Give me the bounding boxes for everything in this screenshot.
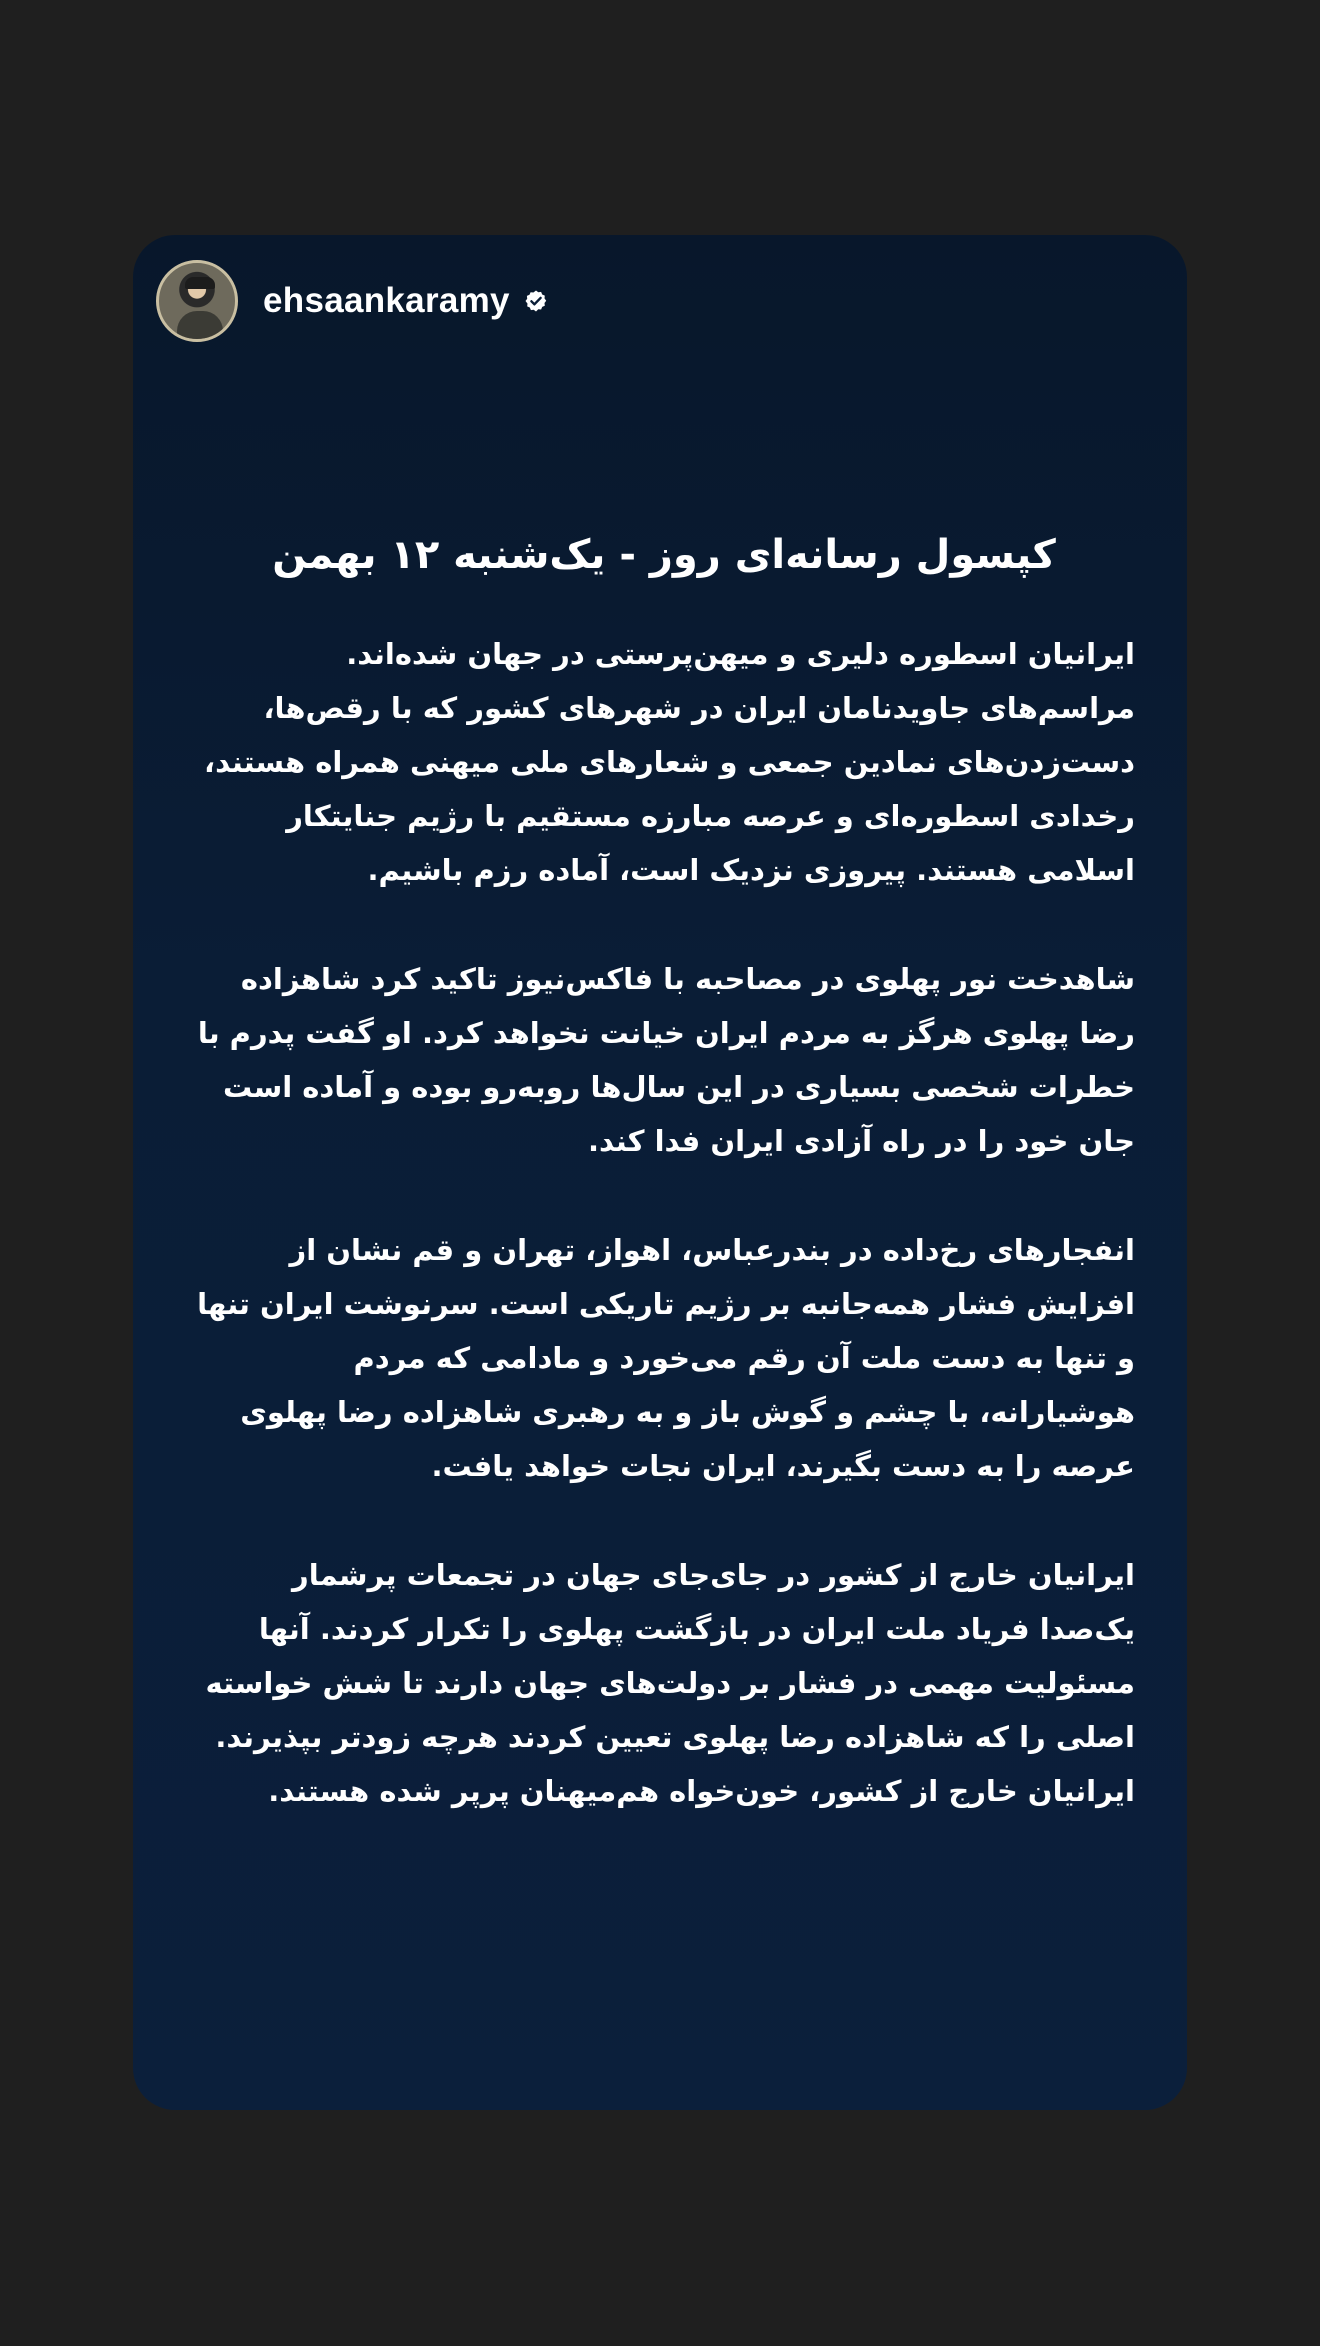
story-title: کپسول رسانه‌ای روز - یک‌شنبه ۱۲ بهمن bbox=[272, 532, 1056, 578]
story-header bbox=[156, 259, 548, 343]
story-paragraph-1: ایرانیان اسطوره دلیری و میهن‌پرستی در جهان شده‌اند. مراسم‌های جاویدنامان ایران در شهرهای کشور که با رقص‌ها، دست‌زدن‌های نمادین جمعی و شعارهای ملی میهنی همراه هستند، رخدادی اسطوره‌ای و عرصه مبارزه مستقیم با رژیم جنایتکار اسلامی هستند. پیروزی نزدیک است، آماده رزم باشیم. bbox=[204, 637, 1135, 887]
story-content bbox=[193, 525, 1135, 1873]
story-card[interactable] bbox=[133, 235, 1187, 2110]
story-paragraph-3: انفجارهای رخ‌داده در بندرعباس، اهواز، تهران و قم نشان از افزایش فشار همه‌جانبه بر رژیم تاریکی است. سرنوشت ایران تنها و تنها به دست ملت آن رقم می‌خورد و مادامی که مردم هوشیارانه، با چشم و گوش باز و به رهبری شاهزاده رضا پهلوی عرصه را به دست بگیرند، ایران نجات خواهد یافت. bbox=[197, 1233, 1135, 1483]
story-paragraph-2: شاهدخت نور پهلوی در مصاحبه با فاکس‌نیوز تاکید کرد شاهزاده رضا پهلوی هرگز به مردم ایران خیانت نخواهد کرد. او گفت پدرم با خطرات شخصی بسیاری در این سال‌ها روبه‌رو بوده و آماده است جان خود را در راه آزادی ایران فدا کند. bbox=[197, 962, 1135, 1158]
story-paragraph-4: ایرانیان خارج از کشور در جای‌جای جهان در تجمعات پرشمار یک‌صدا فریاد ملت ایران در بازگشت پهلوی را تکرار کردند. آنها مسئولیت مهمی در فشار بر دولت‌های جهان دارند تا شش خواسته اصلی را که شاهزاده رضا پهلوی تعیین کردند هرچه زودتر بپذیرند. ایرانیان خارج از کشور، خون‌خواه هم‌میهنان پرپر شده هستند. bbox=[205, 1558, 1135, 1808]
avatar[interactable] bbox=[156, 260, 238, 342]
username[interactable]: ehsaankaramy bbox=[263, 281, 510, 320]
verified-badge-icon bbox=[524, 289, 548, 313]
